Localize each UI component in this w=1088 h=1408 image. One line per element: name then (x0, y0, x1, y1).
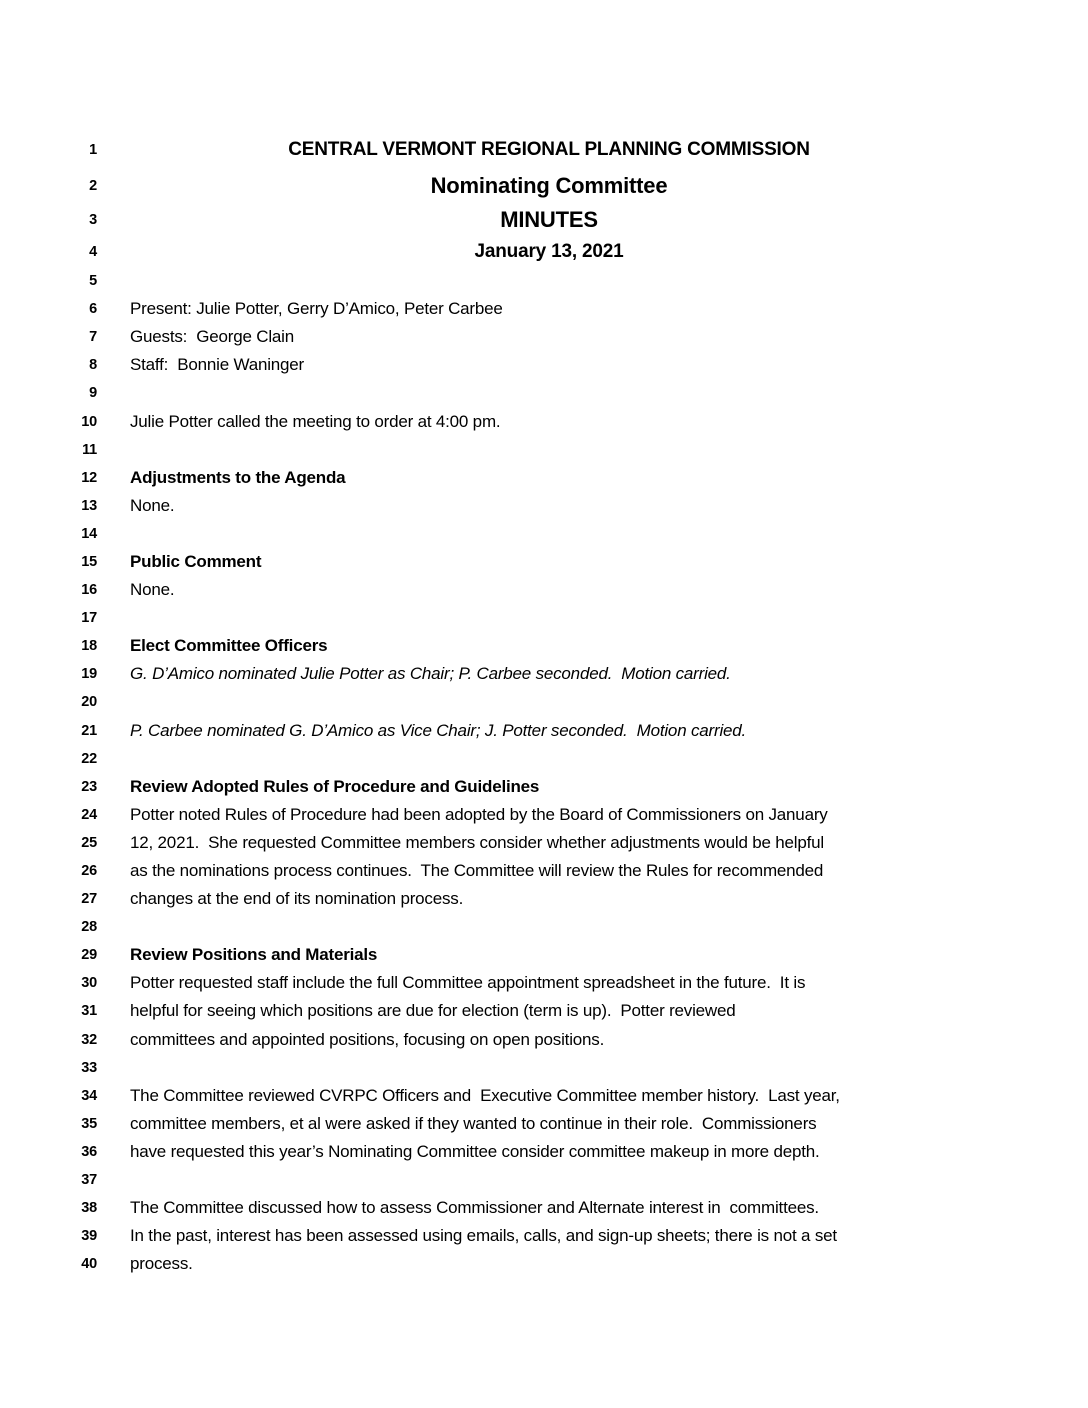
document-line (0, 941, 1088, 969)
document-line (0, 351, 1088, 379)
line-number: 1 (89, 142, 97, 158)
line-number: 37 (81, 1172, 97, 1189)
line-number: 7 (89, 329, 97, 346)
document-line (0, 520, 1088, 548)
line-number: 30 (81, 975, 97, 992)
line-number: 29 (81, 947, 97, 964)
document-line (0, 997, 1088, 1025)
line-text: Elect Committee Officers (130, 636, 328, 656)
document-line (0, 323, 1088, 351)
line-number: 14 (81, 525, 97, 542)
line-number: 16 (81, 582, 97, 599)
line-number: 22 (81, 750, 97, 767)
document-line (0, 745, 1088, 773)
line-number: 36 (81, 1143, 97, 1160)
document-line (0, 1166, 1088, 1194)
line-text: 12, 2021. She requested Committee members consider whether adjustments would be helpful (130, 832, 824, 852)
line-text: helpful for seeing which positions are due for election (term is up). Potter reviewed (130, 1001, 736, 1021)
document-line (0, 548, 1088, 576)
line-text: P. Carbee nominated G. D’Amico as Vice Chair; J. Potter seconded. Motion carried. (130, 720, 747, 740)
line-number: 17 (81, 610, 97, 627)
line-text: Potter requested staff include the full Committee appointment spreadsheet in the future. It is (130, 973, 806, 993)
line-number: 12 (81, 469, 97, 486)
line-number: 18 (81, 638, 97, 655)
document-line (0, 237, 1088, 267)
line-number: 32 (81, 1031, 97, 1048)
document-line (0, 969, 1088, 997)
line-text: Present: Julie Potter, Gerry D’Amico, Peter Carbee (130, 299, 503, 319)
line-number: 4 (89, 244, 97, 260)
line-text: committee members, et al were asked if they wanted to continue in their role. Commissioners (130, 1113, 817, 1133)
document-line (0, 1110, 1088, 1138)
document-line (0, 857, 1088, 885)
line-number: 5 (89, 273, 97, 290)
document-line (0, 203, 1088, 237)
line-text: MINUTES (500, 207, 598, 232)
line-number: 34 (81, 1087, 97, 1104)
document-line (0, 1194, 1088, 1222)
line-number: 31 (81, 1003, 97, 1020)
line-number: 39 (81, 1228, 97, 1245)
document-line (0, 1082, 1088, 1110)
line-number: 20 (81, 694, 97, 711)
document-line (0, 829, 1088, 857)
line-text: have requested this year’s Nominating Committee consider committee makeup in more depth. (130, 1141, 820, 1161)
line-number: 24 (81, 806, 97, 823)
line-text: None. (130, 495, 175, 515)
document-line (0, 913, 1088, 941)
document-line (0, 464, 1088, 492)
document-line (0, 885, 1088, 913)
document-line (0, 604, 1088, 632)
document-line (0, 436, 1088, 464)
line-text: Staff: Bonnie Waninger (130, 355, 305, 375)
line-text: CENTRAL VERMONT REGIONAL PLANNING COMMISSION (288, 139, 810, 160)
line-text: Adjustments to the Agenda (130, 467, 346, 487)
line-text: as the nominations process continues. The Committee will review the Rules for recommended (130, 861, 824, 881)
document-line (0, 1222, 1088, 1250)
line-text: Review Adopted Rules of Procedure and Guidelines (130, 776, 540, 796)
line-number: 40 (81, 1256, 97, 1273)
line-text: The Committee reviewed CVRPC Officers and Executive Committee member history. Last year, (130, 1085, 840, 1105)
document-line (0, 1026, 1088, 1054)
line-number: 10 (81, 413, 97, 430)
document-line (0, 407, 1088, 435)
line-number: 11 (82, 441, 97, 458)
document-line (0, 801, 1088, 829)
document-line (0, 632, 1088, 660)
document-line (0, 132, 1088, 168)
document-line (0, 267, 1088, 295)
line-text: Guests: George Clain (130, 327, 294, 347)
document-line (0, 576, 1088, 604)
line-number: 28 (81, 919, 97, 936)
line-number: 38 (81, 1200, 97, 1217)
line-number: 21 (81, 722, 97, 739)
document-line (0, 1054, 1088, 1082)
line-text: None. (130, 580, 175, 600)
line-number: 8 (89, 357, 97, 374)
line-number: 26 (81, 863, 97, 880)
document-line (0, 379, 1088, 407)
document-line (0, 1138, 1088, 1166)
line-number: 13 (81, 497, 97, 514)
line-number: 15 (81, 553, 97, 570)
document-line (0, 1250, 1088, 1278)
document-line (0, 660, 1088, 688)
document-line (0, 717, 1088, 745)
document-line (0, 168, 1088, 203)
line-number: 35 (81, 1115, 97, 1132)
line-text: Potter noted Rules of Procedure had been adopted by the Board of Commissioners on January (130, 804, 828, 824)
line-text: Julie Potter called the meeting to order at 4:00 pm. (130, 411, 501, 431)
line-number: 27 (81, 891, 97, 908)
line-text: changes at the end of its nomination process. (130, 889, 464, 909)
line-number: 25 (81, 834, 97, 851)
line-number: 2 (89, 177, 97, 194)
line-number: 3 (89, 212, 97, 228)
line-text: The Committee discussed how to assess Commissioner and Alternate interest in committees. (130, 1198, 819, 1218)
line-number: 9 (89, 385, 97, 402)
line-text: In the past, interest has been assessed using emails, calls, and sign-up sheets; there is not a set (130, 1226, 837, 1246)
document-line (0, 688, 1088, 716)
line-number: 33 (81, 1059, 97, 1076)
line-list (0, 132, 1088, 1278)
line-text: January 13, 2021 (474, 241, 624, 262)
line-text: process. (130, 1254, 193, 1274)
line-text: Public Comment (130, 551, 262, 571)
line-number: 19 (81, 666, 97, 683)
line-text: committees and appointed positions, focusing on open positions. (130, 1029, 605, 1049)
line-number: 6 (89, 301, 97, 318)
document-line (0, 295, 1088, 323)
document-line (0, 773, 1088, 801)
line-text: G. D’Amico nominated Julie Potter as Chair; P. Carbee seconded. Motion carried. (130, 664, 731, 684)
line-text: Review Positions and Materials (130, 945, 378, 965)
line-number: 23 (81, 778, 97, 795)
document-line (0, 492, 1088, 520)
line-text: Nominating Committee (430, 172, 668, 198)
